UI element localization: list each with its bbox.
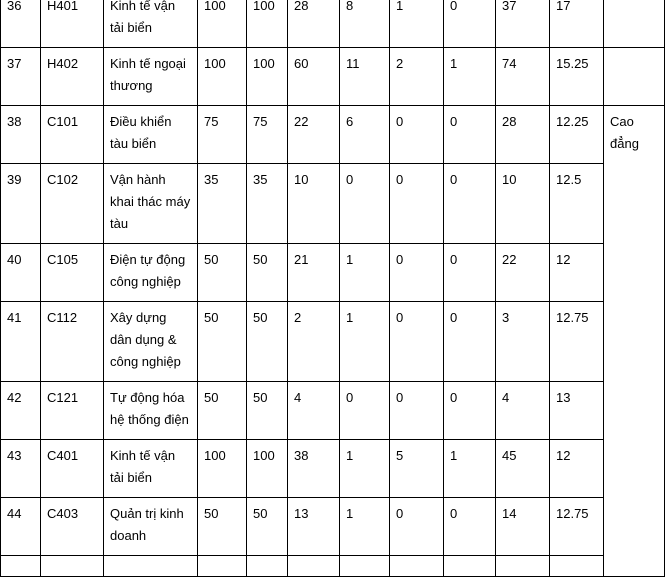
row-number: 41 (1, 302, 41, 382)
value-cell: 14 (496, 498, 550, 556)
row-number: 42 (1, 382, 41, 440)
table-cell (444, 556, 496, 577)
level-cell (604, 0, 665, 48)
score-cell: 12 (550, 440, 604, 498)
value-cell: 4 (288, 382, 340, 440)
value-cell: 0 (444, 302, 496, 382)
value-cell: 8 (340, 0, 390, 48)
major-code: C105 (41, 244, 104, 302)
value-cell: 5 (390, 440, 444, 498)
table-row (1, 440, 665, 498)
table-cell (1, 556, 41, 577)
value-cell: 0 (340, 164, 390, 244)
value-cell: 28 (288, 0, 340, 48)
major-name: Kinh tế ngoại thương (104, 48, 198, 106)
value-cell: 50 (198, 302, 247, 382)
value-cell: 2 (390, 48, 444, 106)
major-code: H402 (41, 48, 104, 106)
value-cell: 21 (288, 244, 340, 302)
value-cell: 1 (390, 0, 444, 48)
value-cell: 50 (247, 302, 288, 382)
level-cell (604, 48, 665, 106)
major-code: C121 (41, 382, 104, 440)
value-cell: 2 (288, 302, 340, 382)
table-cell (288, 556, 340, 577)
value-cell: 50 (247, 382, 288, 440)
table-row (1, 382, 665, 440)
value-cell: 74 (496, 48, 550, 106)
value-cell: 100 (247, 48, 288, 106)
value-cell: 50 (247, 244, 288, 302)
value-cell: 0 (444, 382, 496, 440)
score-cell: 15.25 (550, 48, 604, 106)
table-row (1, 164, 665, 244)
table-row (1, 244, 665, 302)
value-cell: 75 (198, 106, 247, 164)
value-cell: 1 (444, 48, 496, 106)
value-cell: 11 (340, 48, 390, 106)
major-name: Tự động hóa hệ thống điện (104, 382, 198, 440)
value-cell: 45 (496, 440, 550, 498)
table-row (1, 498, 665, 556)
value-cell: 60 (288, 48, 340, 106)
row-number: 44 (1, 498, 41, 556)
value-cell: 0 (444, 244, 496, 302)
major-name: Vận hành khai thác máy tàu (104, 164, 198, 244)
value-cell: 0 (390, 164, 444, 244)
row-number: 39 (1, 164, 41, 244)
value-cell: 22 (288, 106, 340, 164)
major-code: C401 (41, 440, 104, 498)
major-code: C403 (41, 498, 104, 556)
row-number: 38 (1, 106, 41, 164)
row-number: 40 (1, 244, 41, 302)
value-cell: 50 (198, 244, 247, 302)
table-row (1, 0, 665, 48)
value-cell: 6 (340, 106, 390, 164)
value-cell: 28 (496, 106, 550, 164)
value-cell: 13 (288, 498, 340, 556)
table-row (1, 302, 665, 382)
value-cell: 0 (444, 164, 496, 244)
value-cell: 10 (496, 164, 550, 244)
value-cell: 1 (340, 244, 390, 302)
value-cell: 0 (390, 382, 444, 440)
value-cell: 50 (198, 382, 247, 440)
table-cell (496, 556, 550, 577)
major-code: C102 (41, 164, 104, 244)
score-cell: 12.75 (550, 498, 604, 556)
value-cell: 50 (198, 498, 247, 556)
value-cell: 0 (390, 244, 444, 302)
value-cell: 0 (340, 382, 390, 440)
table-row (1, 48, 665, 106)
value-cell: 22 (496, 244, 550, 302)
table-cell (41, 556, 104, 577)
value-cell: 1 (444, 440, 496, 498)
value-cell: 0 (444, 106, 496, 164)
table-cell (198, 556, 247, 577)
value-cell: 100 (247, 0, 288, 48)
value-cell: 0 (444, 498, 496, 556)
major-code: C112 (41, 302, 104, 382)
row-number: 43 (1, 440, 41, 498)
value-cell: 100 (247, 440, 288, 498)
value-cell: 4 (496, 382, 550, 440)
table-cell (104, 556, 198, 577)
table-row (1, 106, 665, 164)
table-cell (390, 556, 444, 577)
row-number: 36 (1, 0, 41, 48)
major-name: Điều khiển tàu biển (104, 106, 198, 164)
major-code: H401 (41, 0, 104, 48)
major-name: Xây dựng dân dụng & công nghiệp (104, 302, 198, 382)
table-row-bottom-partial (1, 556, 665, 577)
major-name: Kinh tế vận tải biển (104, 0, 198, 48)
value-cell: 1 (340, 498, 390, 556)
value-cell: 35 (198, 164, 247, 244)
value-cell: 0 (390, 302, 444, 382)
value-cell: 1 (340, 440, 390, 498)
value-cell: 3 (496, 302, 550, 382)
major-name: Điện tự động công nghiệp (104, 244, 198, 302)
table-cell (247, 556, 288, 577)
score-cell: 12 (550, 244, 604, 302)
row-number: 37 (1, 48, 41, 106)
value-cell: 10 (288, 164, 340, 244)
value-cell: 100 (198, 0, 247, 48)
value-cell: 1 (340, 302, 390, 382)
table-cell (550, 556, 604, 577)
value-cell: 100 (198, 48, 247, 106)
major-code: C101 (41, 106, 104, 164)
score-cell: 12.5 (550, 164, 604, 244)
value-cell: 0 (390, 106, 444, 164)
table-cell (340, 556, 390, 577)
table-body (1, 0, 665, 577)
major-name: Kinh tế vận tải biển (104, 440, 198, 498)
level-label: Cao đẳng (604, 106, 665, 577)
major-name: Quản trị kinh doanh (104, 498, 198, 556)
value-cell: 100 (198, 440, 247, 498)
score-cell: 17 (550, 0, 604, 48)
value-cell: 0 (390, 498, 444, 556)
score-cell: 13 (550, 382, 604, 440)
value-cell: 0 (444, 0, 496, 48)
score-cell: 12.75 (550, 302, 604, 382)
score-cell: 12.25 (550, 106, 604, 164)
value-cell: 50 (247, 498, 288, 556)
value-cell: 35 (247, 164, 288, 244)
value-cell: 38 (288, 440, 340, 498)
value-cell: 37 (496, 0, 550, 48)
value-cell: 75 (247, 106, 288, 164)
